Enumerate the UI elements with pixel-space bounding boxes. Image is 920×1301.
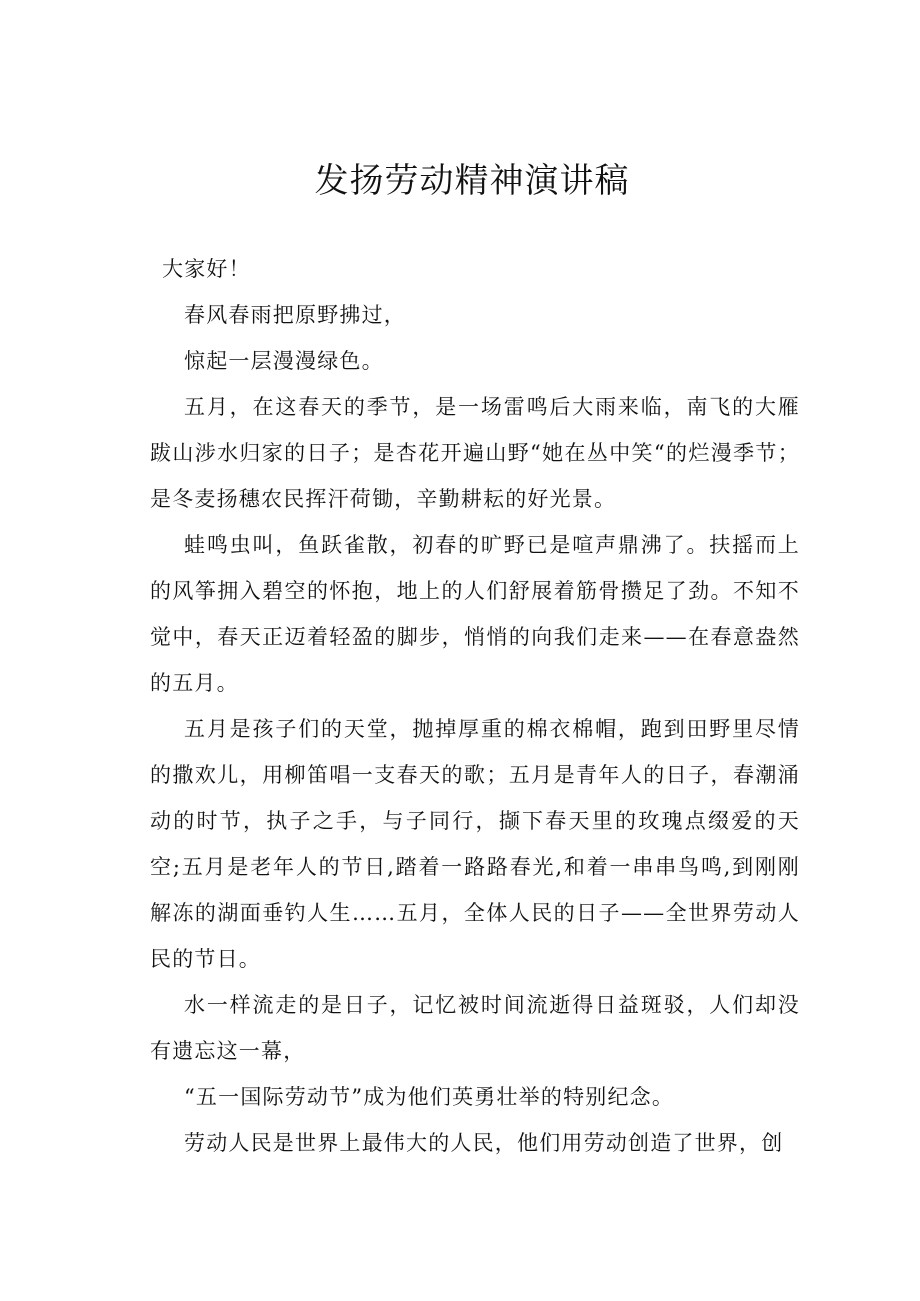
greeting-paragraph: 大家好！: [162, 257, 251, 281]
paragraph-memory: 水一样流走的是日子，记忆被时间流逝得日益斑驳，人们却没有遗忘这一幕，: [150, 993, 800, 1063]
verse-line-1: 春风春雨把原野拂过，: [184, 303, 406, 327]
paragraph-early-spring: 蛙鸣虫叫，鱼跃雀散，初春的旷野已是喧声鼎沸了。扶摇而上的风筝拥入碧空的怀抱，地上的人们舒展着筋骨攒足了劲。不知不觉中，春天正迈着轻盈的脚步，悄悄的向我们走来——在春意盎然的五月。: [150, 533, 800, 695]
paragraph-labor-day: “五一国际劳动节”成为他们英勇壮举的特别纪念。: [184, 1085, 675, 1109]
document-title: 发扬劳动精神演讲稿: [314, 161, 630, 201]
paragraph-may-for-all: 五月是孩子们的天堂，抛掉厚重的棉衣棉帽，跑到田野里尽情的撒欢儿，用柳笛唱一支春天的歌；五月是青年人的日子，春潮涌动的时节，执子之手，与子同行，撷下春天里的玫瑰点缀爱的天空;五月是老年人的节日,踏着一路路春光,和着一串串鸟鸣,到刚刚解冻的湖面垂钓人生……五月，全体人民的日子——全世界劳动人民的节日。: [150, 717, 800, 971]
document-body: [150, 246, 800, 1166]
paragraph-may-season: 五月，在这春天的季节，是一场雷鸣后大雨来临，南飞的大雁跋山涉水归家的日子；是杏花开遍山野“她在丛中笑“的烂漫季节；是冬麦扬穗农民挥汗荷锄，辛勤耕耘的好光景。: [150, 395, 800, 511]
verse-line-2: 惊起一层漫漫绿色。: [184, 349, 384, 373]
paragraph-working-people: 劳动人民是世界上最伟大的人民，他们用劳动创造了世界，创: [184, 1131, 784, 1155]
